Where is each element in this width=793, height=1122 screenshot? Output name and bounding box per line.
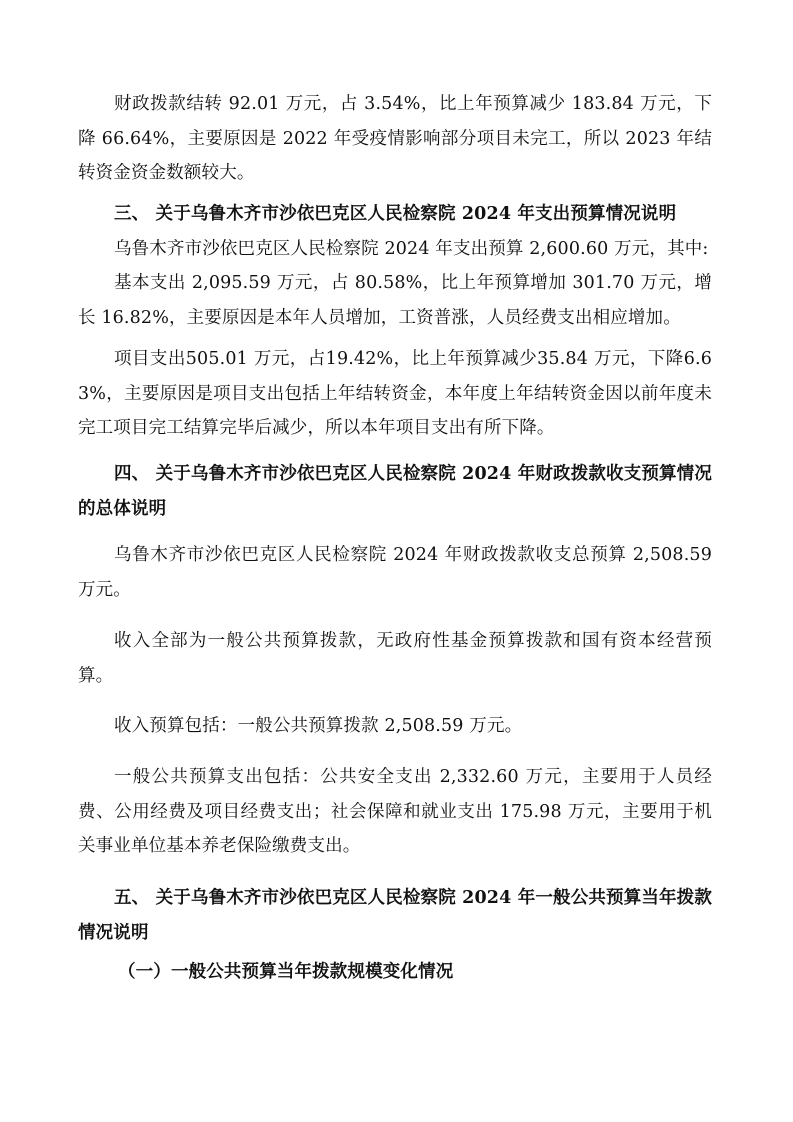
section-heading-3: 三、 关于乌鲁木齐市沙依巴克区人民检察院 2024 年支出预算情况说明 [114, 204, 677, 224]
section-heading-5: 五、 关于乌鲁木齐市沙依巴克区人民检察院 2024 年一般公共预算当年拨款情况说明 [78, 888, 712, 943]
paragraph-total-budget: 乌鲁木齐市沙依巴克区人民检察院 2024 年财政拨款收支总预算 2,508.59 万元。 [78, 545, 712, 600]
section-heading-4: 四、 关于乌鲁木齐市沙依巴克区人民检察院 2024 年财政拨款收支预算情况的总体说明 [78, 464, 712, 519]
paragraph-project-expenditure: 项目支出505.01 万元，占19.42%，比上年预算减少35.84 万元，下降6.63%，主要原因是项目支出包括上年结转资金，本年度上年结转资金因以前年度未完工项目完工结算完毕后减少，所以本年项目支出有所下降。 [78, 349, 712, 438]
paragraph-income-composition: 收入全部为一般公共预算拨款，无政府性基金预算拨款和国有资本经营预算。 [78, 631, 712, 686]
paragraph-expenditure-total: 乌鲁木齐市沙依巴克区人民检察院 2024 年支出预算 2,600.60 万元，其中: [114, 239, 709, 259]
paragraph-income-budget: 收入预算包括：一般公共预算拨款 2,508.59 万元。 [114, 716, 523, 736]
paragraph-general-expenditure: 一般公共预算支出包括：公共安全支出 2,332.60 万元，主要用于人员经费、公用经费及项目经费支出；社会保障和就业支出 175.98 万元，主要用于机关事业单位基本养老保险缴费支出。 [78, 767, 712, 856]
subsection-heading-5-1: （一）一般公共预算当年拨款规模变化情况 [118, 962, 454, 982]
paragraph-basic-expenditure: 基本支出 2,095.59 万元，占 80.58%，比上年预算增加 301.70 万元，增长 16.82%，主要原因是本年人员增加，工资普涨，人员经费支出相应增加。 [78, 273, 712, 328]
paragraph-carryover-funds: 财政拨款结转 92.01 万元，占 3.54%，比上年预算减少 183.84 万元，下降 66.64%，主要原因是 2022 年受疫情影响部分项目未完工，所以 2023 年结转资金资金数额较大。 [78, 94, 712, 183]
